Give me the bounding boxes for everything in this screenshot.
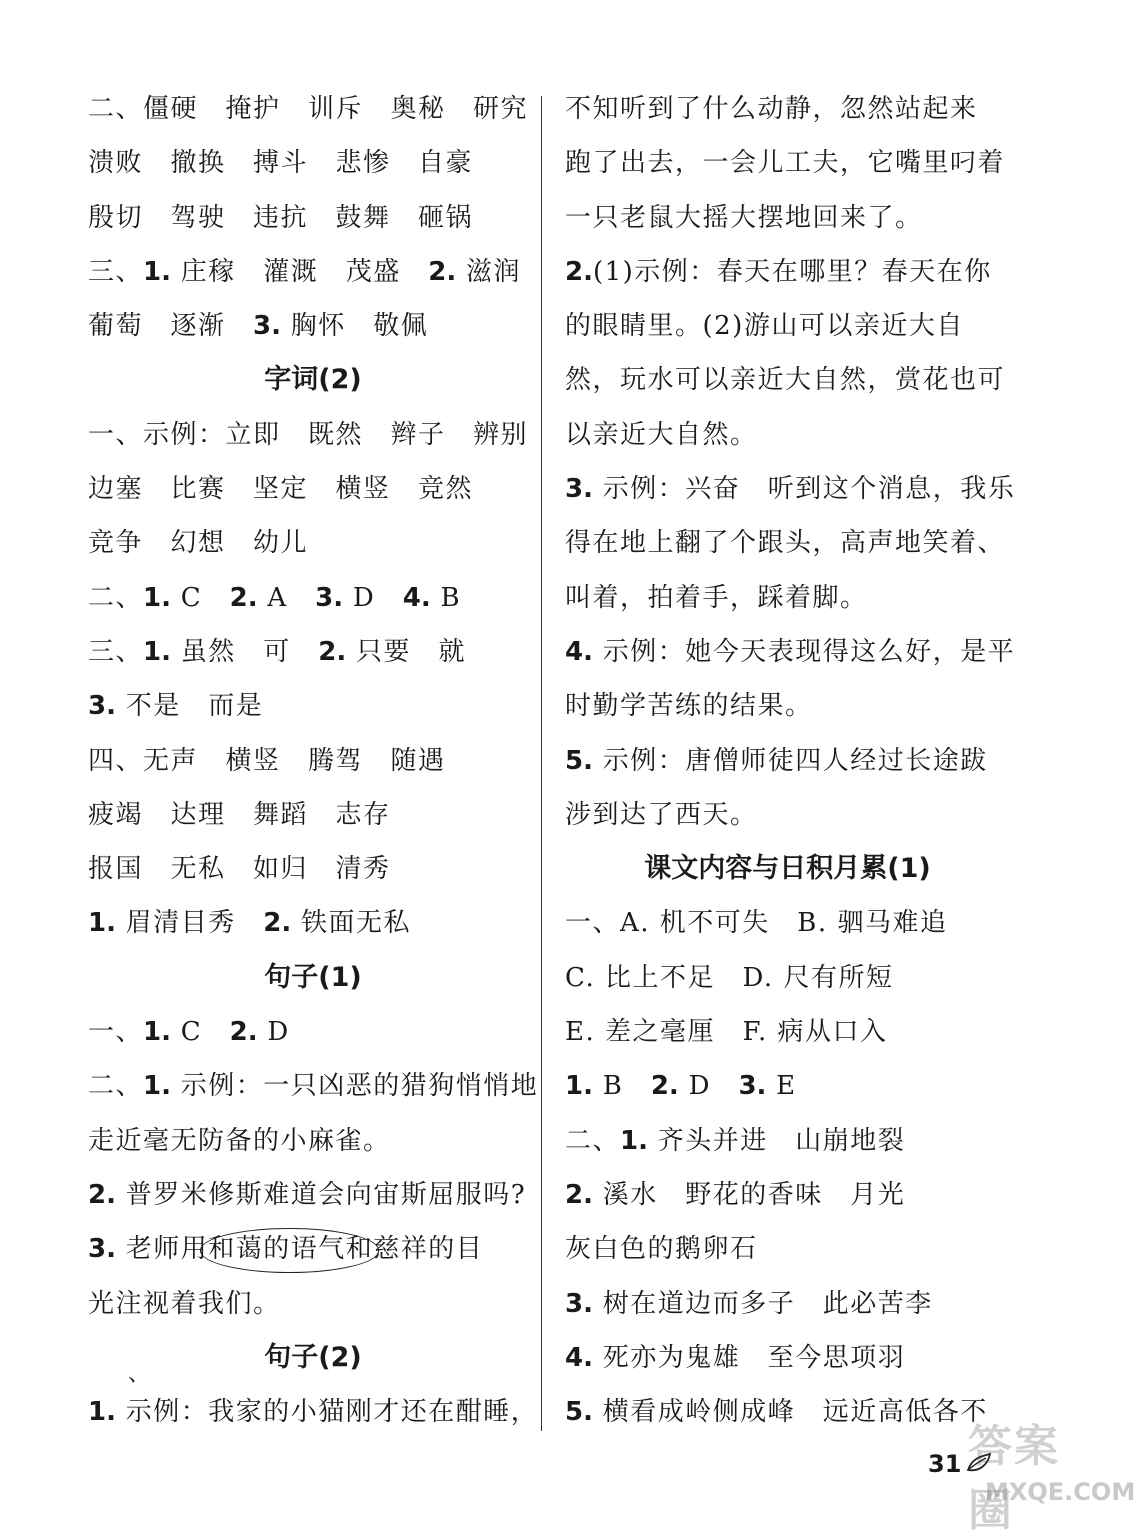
answer-text: 示例：兴奋 听到这个消息，我乐 (592, 474, 1016, 505)
answer-text: B (430, 582, 462, 613)
hand-drawn-oval (200, 1228, 379, 1272)
right-column (565, 82, 1016, 1439)
text-line: 不知听到了什么动静，忽然站起来 (565, 94, 978, 124)
text-line (88, 1005, 538, 1059)
text-line: 边塞 比赛 坚定 横竖 竞然 (88, 474, 474, 505)
answer-text: 葡萄 逐渐 (88, 311, 254, 342)
item-number: 2. (229, 1017, 258, 1048)
text-line (88, 896, 538, 950)
item-number: 3. (565, 474, 593, 505)
answer-text: B (592, 1071, 651, 1102)
text-line (88, 1059, 538, 1113)
item-number: 1. (620, 1125, 648, 1156)
item-number: 1. (143, 1071, 171, 1102)
item-number: 2. (565, 1179, 593, 1210)
item-number: 1. (143, 636, 171, 667)
answer-text: D (257, 1017, 290, 1048)
answer-text: 溪水 野花的香味 月光 (592, 1179, 906, 1210)
answer-text: 老师用 (115, 1234, 209, 1265)
item-number: 4. (402, 582, 431, 613)
answer-text: 只要 就 (346, 636, 466, 667)
answer-text: 滋润 (456, 256, 521, 287)
answer-text: 眉清目秀 (115, 908, 264, 939)
answer-text: 示例：她今天表现得这么好，是平 (592, 636, 1016, 667)
answer-text: 示例：唐僧师徒四人经过长途跋 (592, 745, 988, 776)
column-divider (541, 96, 542, 1431)
item-number: 1. (143, 1017, 171, 1048)
answer-text: 庄稼 灌溉 茂盛 (170, 256, 429, 287)
item-number: 1. (88, 908, 116, 939)
section-heading: 句子(1) (264, 961, 362, 993)
item-number: 2. (263, 908, 292, 939)
item-number: 3. (565, 1288, 593, 1319)
answer-text: D (678, 1071, 739, 1102)
section-marker: 三、 (88, 636, 144, 667)
answer-text: 铁面无私 (291, 908, 411, 939)
text-line: 一、示例：立即 既然 辫子 辨别 (88, 419, 529, 450)
text-line: 灰白色的鹅卵石 (565, 1234, 758, 1265)
text-line: 然，玩水可以亲近大自然，赏花也可 (565, 365, 1006, 396)
text-line (88, 1168, 538, 1222)
item-number: 1. (88, 1397, 116, 1428)
text-line (88, 1222, 538, 1276)
item-number: 2. (88, 1179, 116, 1210)
item-number: 1. (143, 256, 171, 287)
page-number: 31 (928, 1450, 962, 1478)
text-line: 走近毫无防备的小麻雀。 (88, 1125, 391, 1156)
item-number: 2. (428, 256, 457, 287)
item-number: 3. (88, 691, 116, 722)
section-marker: 一、 (88, 1017, 144, 1048)
text-line: 跑了出去，一会儿工夫，它嘴里叼着 (565, 148, 1006, 179)
section-heading: 课文内容与日积月累(1) (644, 853, 931, 885)
text-line (565, 625, 1016, 679)
text-line (565, 462, 1016, 516)
text-line: 报国 无私 如归 清秀 (88, 854, 391, 885)
item-number: 3. (738, 1071, 767, 1102)
text-line (565, 1277, 1010, 1331)
text-line (565, 245, 1010, 299)
text-line: 一、A. 机不可失 B. 驷马难追 (565, 908, 948, 939)
item-number: 1. (565, 1071, 593, 1102)
answer-text: 慈祥的目 (373, 1234, 484, 1265)
circled-phrase (208, 1222, 373, 1276)
text-line (565, 1331, 1010, 1385)
text-line (88, 245, 538, 299)
item-number: 3. (253, 311, 281, 342)
text-line: 溃败 撤换 搏斗 悲惨 自豪 (88, 148, 474, 179)
watermark-logo: 答案圈 (968, 1421, 1060, 1536)
stray-mark: 、 (128, 1362, 151, 1387)
text-line (88, 625, 538, 679)
watermark-url: MXQE.COM (985, 1478, 1135, 1506)
answer-text: 横看成岭侧成峰 远近高低各不 (592, 1397, 988, 1428)
answer-text: 死亦为鬼雄 至今思项羽 (592, 1342, 906, 1373)
item-number: 2. (229, 582, 258, 613)
text-line: 光注视着我们。 (88, 1288, 281, 1319)
answer-text: (1)示例：春天在哪里？春天在你 (592, 256, 992, 287)
answer-text: E (766, 1071, 797, 1102)
answer-text: 胸怀 敬佩 (280, 311, 429, 342)
section-marker: 二、 (565, 1125, 621, 1156)
text-line (88, 1385, 538, 1439)
answer-text: 不是 而是 (115, 691, 264, 722)
answer-text: C (170, 1017, 230, 1048)
item-number: 3. (315, 582, 344, 613)
answer-text: 树在道边而多子 此必苦李 (592, 1288, 933, 1319)
section-marker: 二、 (88, 1071, 144, 1102)
text-line (565, 1114, 1010, 1168)
text-line: 的眼睛里。(2)游山可以亲近大自 (565, 311, 964, 342)
answer-text: C (170, 582, 230, 613)
answer-text: A (257, 582, 316, 613)
text-line (565, 1059, 1010, 1113)
text-line: 殷切 驾驶 违抗 鼓舞 砸锅 (88, 202, 474, 233)
section-heading: 句子(2) (264, 1341, 362, 1373)
text-line (565, 1385, 1010, 1439)
text-line: 竞争 幻想 幼儿 (88, 528, 309, 559)
text-line: 疲竭 达理 舞蹈 志存 (88, 799, 391, 830)
text-line: 二、僵硬 掩护 训斥 奥秘 研究 (88, 94, 529, 124)
text-line (565, 1168, 1010, 1222)
answer-text: 齐头并进 山崩地裂 (647, 1125, 906, 1156)
item-number: 3. (88, 1234, 116, 1265)
circled-text: 和蔼的语气和 (208, 1234, 374, 1265)
text-line: 以亲近大自然。 (565, 419, 758, 450)
text-line: 一只老鼠大摇大摆地回来了。 (565, 202, 923, 233)
item-number: 1. (143, 582, 171, 613)
item-number: 5. (565, 1397, 593, 1428)
answer-text: 示例：我家的小猫刚才还在酣睡， (115, 1397, 539, 1428)
item-number: 2. (318, 636, 347, 667)
text-line (88, 299, 538, 353)
text-line: 得在地上翻了个跟头，高声地笑着、 (565, 528, 1006, 559)
answer-text: 虽然 可 (170, 636, 319, 667)
item-number: 2. (650, 1071, 679, 1102)
text-line: 涉到达了西天。 (565, 799, 758, 830)
item-number: 5. (565, 745, 593, 776)
text-line (88, 679, 538, 733)
text-line: E. 差之毫厘 F. 病从口入 (565, 1017, 888, 1048)
text-line (88, 571, 538, 625)
text-line: 四、无声 横竖 腾驾 随遇 (88, 745, 446, 776)
answer-text: 普罗米修斯难道会向宙斯屈服吗? (115, 1179, 527, 1210)
answer-text: D (343, 582, 403, 613)
text-line: C. 比上不足 D. 尺有所短 (565, 962, 894, 993)
text-line (565, 734, 1010, 788)
text-line: 时勤学苦练的结果。 (565, 691, 813, 722)
section-marker: 二、 (88, 582, 144, 613)
answer-text: 示例：一只凶恶的猎狗悄悄地 (170, 1071, 539, 1102)
item-number: 2. (565, 256, 593, 287)
left-column (88, 82, 538, 1439)
section-marker: 三、 (88, 256, 144, 287)
leaf-icon (964, 1448, 994, 1478)
section-heading: 字词(2) (264, 364, 362, 396)
item-number: 4. (565, 1342, 593, 1373)
item-number: 4. (565, 636, 593, 667)
text-line: 叫着，拍着手，踩着脚。 (565, 582, 868, 613)
